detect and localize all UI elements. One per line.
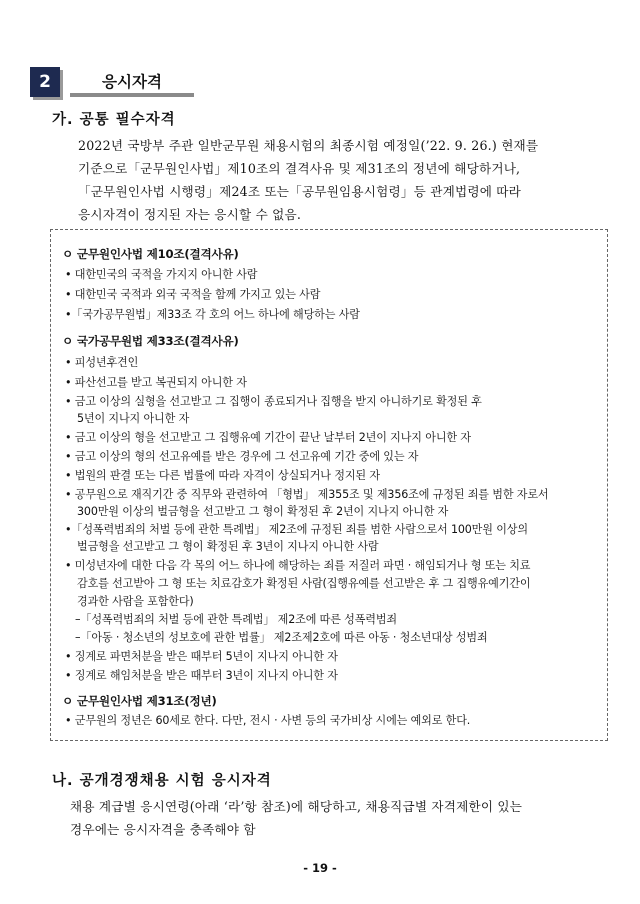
list-item-continuation: 300만원 이상의 벌금형을 선고받고 그 형이 확정된 후 2년이 지나지 아니한 자: [77, 505, 449, 518]
list-item: • 피성년후견인: [65, 356, 139, 369]
list-item: • 징계로 해임처분을 받은 때부터 3년이 지나지 아니한 자: [65, 669, 338, 682]
subsection-title-b: 나. 공개경쟁채용 시험 응시자격: [52, 773, 272, 789]
list-item-continuation: 경과한 사람을 포함한다): [77, 595, 194, 608]
intro-line: 「군무원인사법 시행령」제24조 또는「공무원임용시험령」등 관계법령에 따라: [78, 184, 522, 199]
list-item: • 군무원의 정년은 60세로 한다. 다만, 전시 · 사변 등의 국가비상 시에는 예외로 한다.: [65, 714, 471, 727]
intro-paragraph: [78, 134, 578, 226]
subsection-title-a: 가. 공통 필수자격: [52, 112, 176, 128]
law-heading: ㅇ 국가공무원법 제33조(결격사유): [62, 334, 239, 348]
page-number: - 19 -: [303, 861, 337, 875]
sub-list-item: –「성폭력범죄의 처벌 등에 관한 특례법」 제2조에 따른 성폭력범죄: [75, 613, 397, 626]
list-item: • 미성년자에 대한 다음 각 목의 어느 하나에 해당하는 죄를 저질러 파면 · 해임되거나 형 또는 치료: [65, 559, 531, 572]
intro-line: 응시자격이 정지된 자는 응시할 수 없음.: [78, 207, 302, 222]
section-header: [30, 67, 194, 99]
law-heading: ㅇ 군무원인사법 제31조(정년): [62, 694, 217, 708]
list-item: • 징계로 파면처분을 받은 때부터 5년이 지나지 아니한 자: [65, 650, 338, 663]
section-title: 응시자격: [70, 67, 194, 97]
outro-line: 경우에는 응시자격을 충족해야 함: [70, 822, 256, 837]
outro-paragraph: [70, 795, 570, 841]
list-item-continuation: 5년이 지나지 아니한 자: [77, 412, 190, 425]
intro-line: 2022년 국방부 주관 일반군무원 채용시험의 최종시험 예정일(’22. 9. 26.) 현재를: [78, 138, 539, 153]
intro-line: 기준으로「군무원인사법」제10조의 결격사유 및 제31조의 정년에 해당하거나,: [78, 161, 521, 176]
list-item: •「성폭력범죄의 처벌 등에 관한 특례법」 제2조에 규정된 죄를 범한 사람으로서 100만원 이상의: [65, 523, 528, 536]
list-item: • 공무원으로 재직기간 중 직무와 관련하여 「형법」 제355조 및 제356조에 규정된 죄를 범한 자로서: [65, 488, 549, 501]
list-item: • 금고 이상의 형을 선고받고 그 집행유예 기간이 끝난 날부터 2년이 지나지 아니한 자: [65, 431, 471, 444]
list-item: • 법원의 판결 또는 다른 법률에 따라 자격이 상실되거나 정지된 자: [65, 469, 380, 482]
list-item: • 대한민국의 국적을 가지지 아니한 사람: [65, 268, 258, 281]
sub-list-item: –「아동 · 청소년의 성보호에 관한 법률」 제2조제2호에 따른 아동 · 청소년대상 성범죄: [75, 631, 488, 644]
outro-line: 채용 계급별 응시연령(아래 ‘라’항 참조)에 해당하고, 채용직급별 자격제한이 있는: [70, 799, 523, 814]
list-item: • 대한민국 국적과 외국 국적을 함께 가지고 있는 사람: [65, 288, 321, 301]
section-number: 2: [30, 67, 60, 97]
list-item: • 금고 이상의 형의 선고유예를 받은 경우에 그 선고유예 기간 중에 있는 자: [65, 450, 419, 463]
law-heading: ㅇ 군무원인사법 제10조(결격사유): [62, 247, 239, 261]
list-item: •「국가공무원법」제33조 각 호의 어느 하나에 해당하는 사람: [65, 308, 360, 321]
list-item: • 금고 이상의 실형을 선고받고 그 집행이 종료되거나 집행을 받지 아니하기로 확정된 후: [65, 395, 482, 408]
list-item-continuation: 벌금형을 선고받고 그 형이 확정된 후 3년이 지나지 아니한 사람: [77, 540, 379, 553]
list-item: • 파산선고를 받고 복권되지 아니한 자: [65, 376, 247, 389]
list-item-continuation: 감호를 선고받아 그 형 또는 치료감호가 확정된 사람(집행유예를 선고받은 후 그 집행유예기간이: [77, 577, 531, 590]
